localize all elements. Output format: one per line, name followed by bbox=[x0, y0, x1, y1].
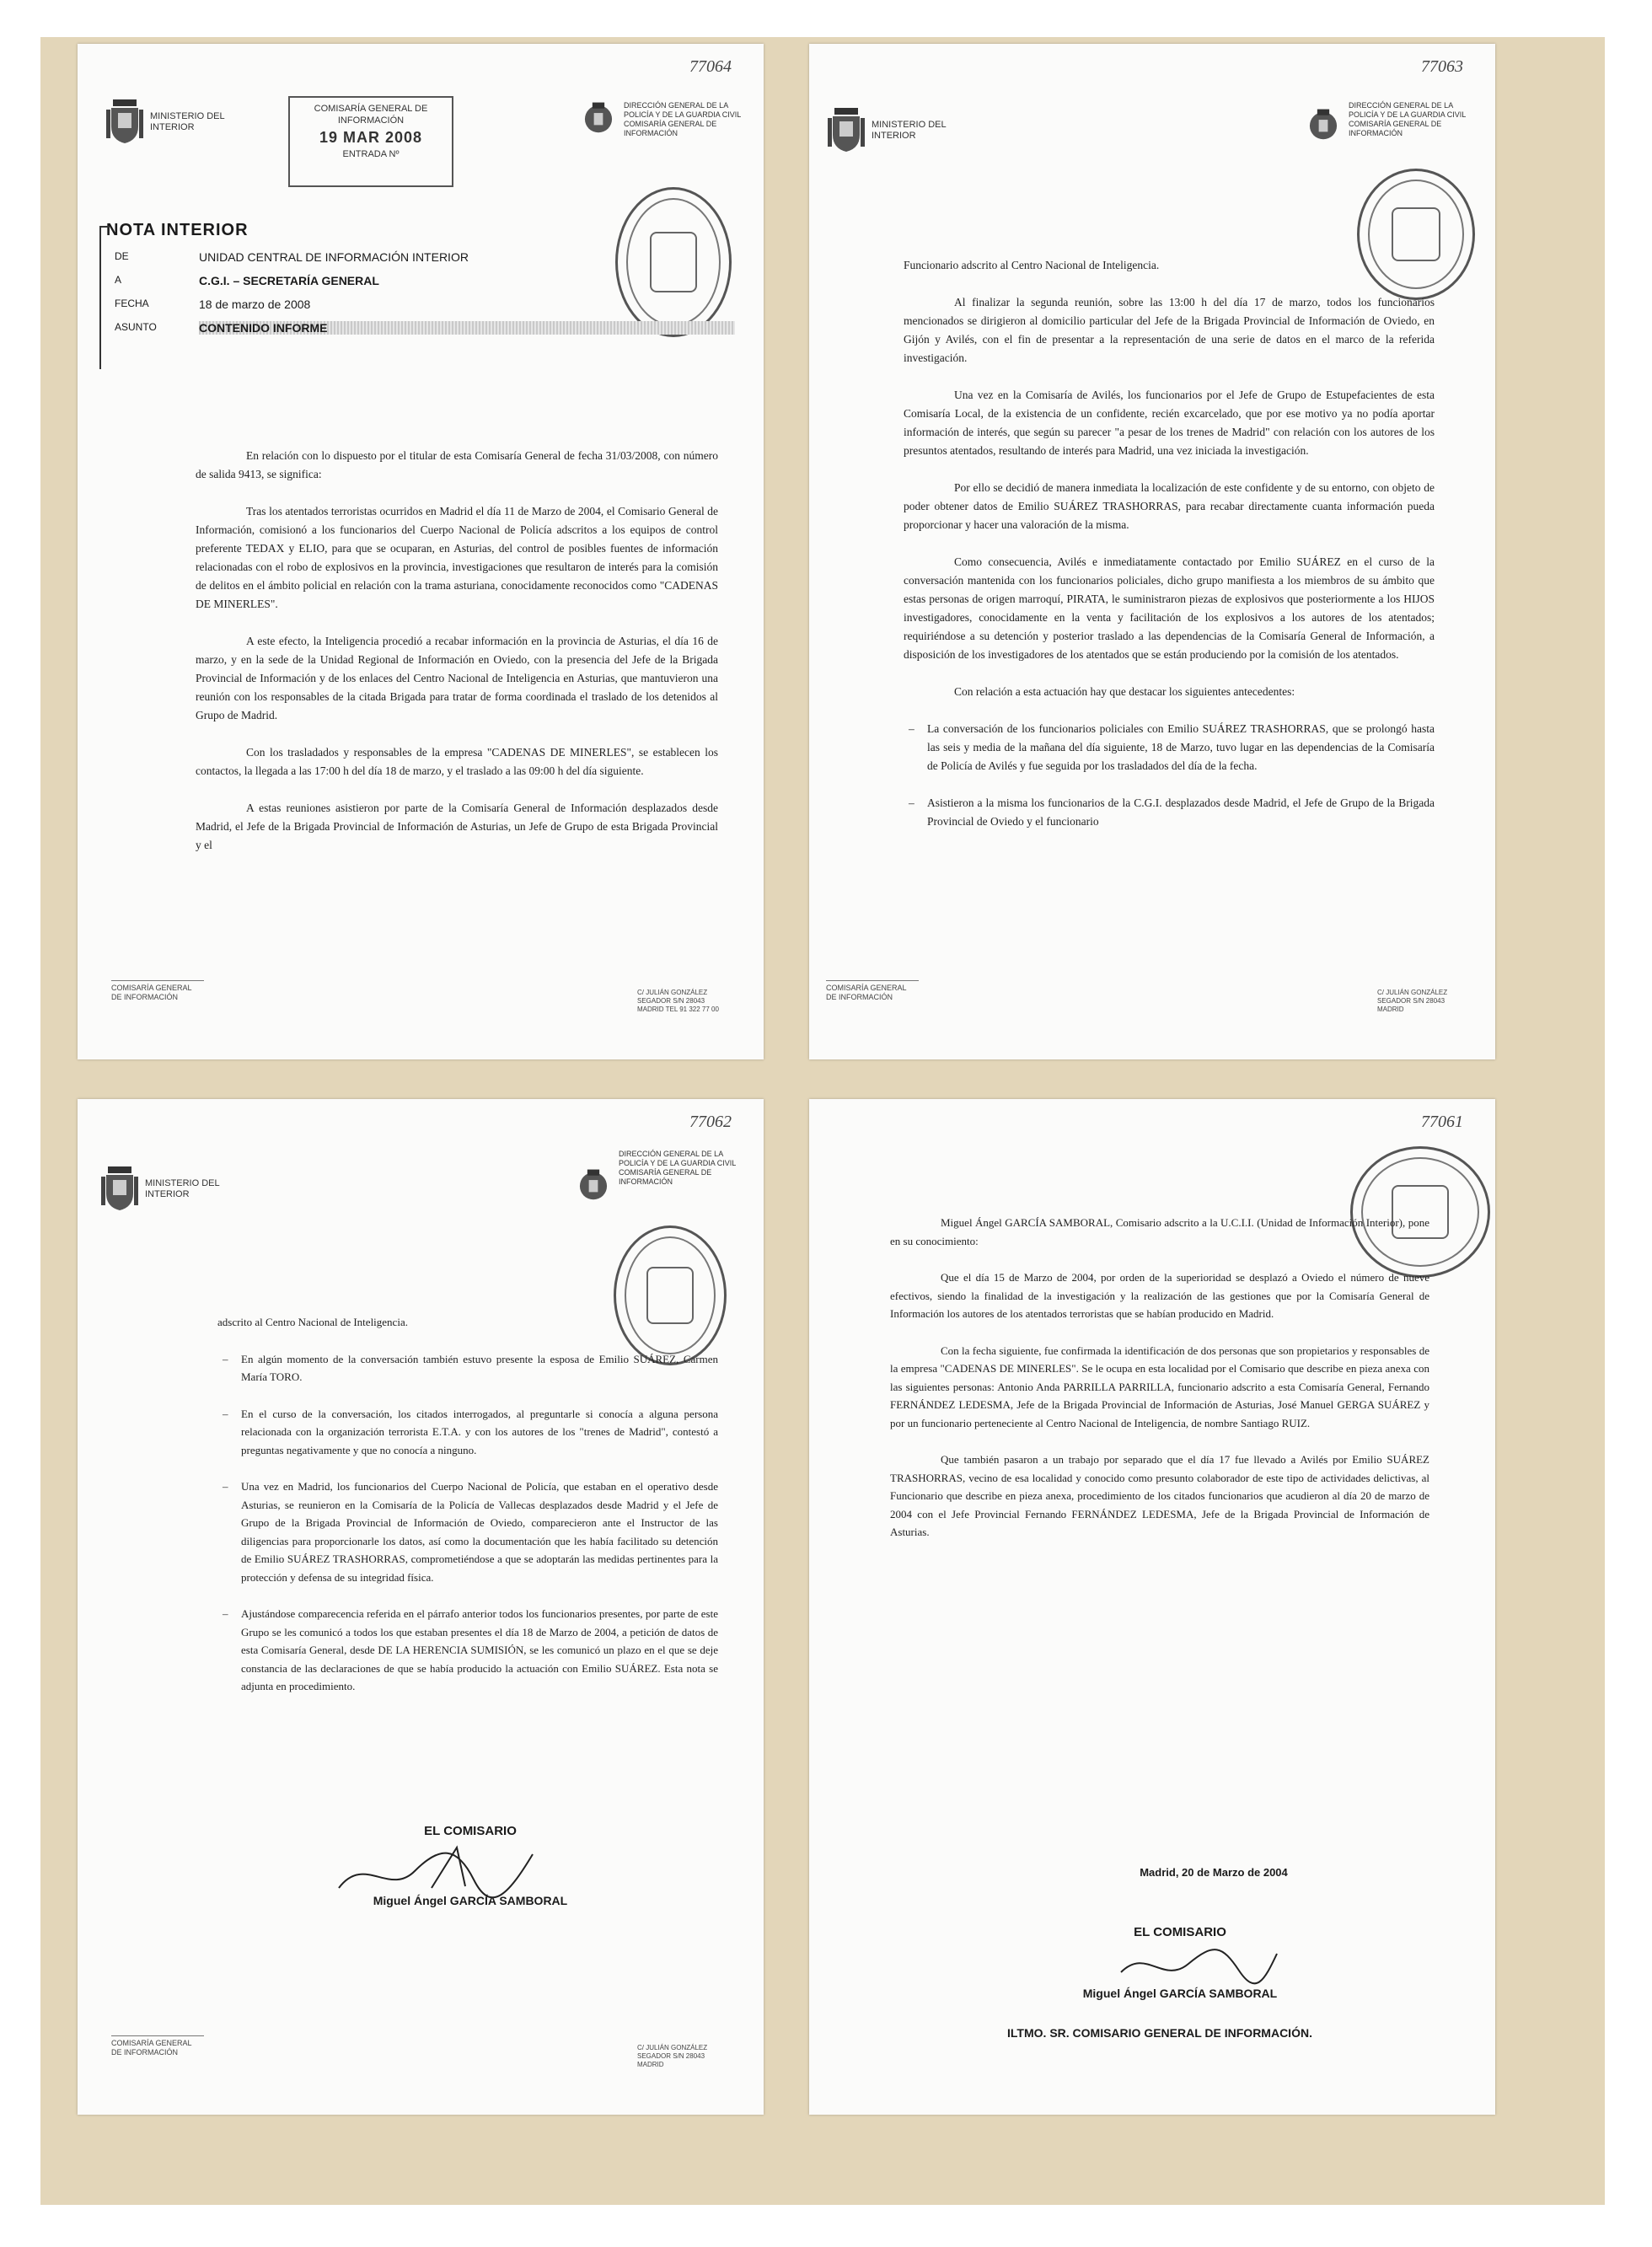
bullet-item: – Una vez en Madrid, los funcionarios del Cuerpo Nacional de Policía, que estaban en el operativo desde Asturias, se reunieron en la Comisaría de la Policía de Vallecas desplazados desde Madrid y el Jefe de Grupo de la Brigada Provincial de Información de Oviedo, comparecieron ante el Instructor de las diligencias para proporcionarle los datos, así como la documentación que les había facilitado su detención de Emilio SUÁREZ TRASHORRAS, comprometiéndose a que se adoptarán las medidas pertinentes para la protección y defensa de su integridad física. bbox=[217, 1477, 718, 1586]
ministry-label: MINISTERIO DEL INTERIOR bbox=[872, 120, 947, 141]
signature-title: EL COMISARIO bbox=[1134, 1925, 1226, 1939]
paragraph: Miguel Ángel GARCÍA SAMBORAL, Comisario adscrito a la U.C.I.I. (Unidad de Información Interior), pone en su conocimiento: bbox=[890, 1216, 1429, 1247]
footer-left: COMISARÍA GENERAL DE INFORMACIÓN bbox=[111, 2035, 204, 2057]
signature-name: Miguel Ángel GARCÍA SAMBORAL bbox=[1082, 1987, 1278, 2000]
paragraph: Al finalizar la segunda reunión, sobre las 13:00 h del día 17 de marzo, todos los funcionarios mencionados se dirigieron al domicilio particular del Jefe de la Brigada Provincial de Información de Oviedo, en Gijón y Avilés, con el fin de presentar a la representación de una serie de datos en el marco de la referida investigación. bbox=[904, 296, 1435, 364]
police-emblem-icon bbox=[582, 99, 615, 142]
paragraph: A estas reuniones asistieron por parte de la Comisaría General de Información desplazados desde Madrid, el Jefe de la Brigada Provincial de Información de Asturias, un Jefe de Grupo de esta Brigada Provincial y el bbox=[196, 802, 718, 851]
bullet-item: – Ajustándose comparecencia referida en el párrafo anterior todos los funcionarios presentes, por parte de este Grupo se les comunicó a todos los que estaban presentes el día 18 de Marzo de 2004, a petición de datos de esta Comisaría General, desde DE LA HERENCIA SUMISIÓN, se les comunicó un plazo en el que se deje constancia de las declaraciones de que se había producido la actuación con Emilio SUÁREZ. Esta nota se adjunta en procedimiento. bbox=[217, 1605, 718, 1696]
bullet-item: – La conversación de los funcionarios policiales con Emilio SUÁREZ TRASHORRAS, que se prolongó hasta las seis y media de la mañana del día siguiente, 18 de Marzo, tuvo lugar en las dependencias de la Comisaría de Policía de Avilés y fue seguida por los trasladados del día de la fecha. bbox=[904, 720, 1435, 775]
division-label: DIRECCIÓN GENERAL DE LA POLICÍA Y DE LA GUARDIA CIVIL COMISARÍA GENERAL DE INFORMACIÓN bbox=[619, 1150, 736, 1186]
footer-left: COMISARÍA GENERAL DE INFORMACIÓN bbox=[111, 980, 204, 1002]
page-reference-number: 77062 bbox=[689, 1113, 732, 1131]
paragraph: adscrito al Centro Nacional de Inteligencia. bbox=[217, 1316, 408, 1328]
ministry-label: MINISTERIO DEL INTERIOR bbox=[145, 1178, 220, 1199]
footer-left: COMISARÍA GENERAL DE INFORMACIÓN bbox=[826, 980, 919, 1002]
spain-coat-of-arms-icon bbox=[101, 1165, 138, 1212]
paragraph: Una vez en la Comisaría de Avilés, los funcionarios por el Jefe de Grupo de Estupefacientes de esta Comisaría Local, de la existencia de un confidente, recién excarcelado, que por ese motivo ya no podía aportar información de interés, que según su parecer "a pesar de los trenes de Madrid" con relación con los autores de los presuntos atentados, resultando de interés para Madrid, una vez iniciada la investigación. bbox=[904, 389, 1435, 457]
signature-recipient: ILTMO. SR. COMISARIO GENERAL DE INFORMACIÓN. bbox=[1007, 2026, 1312, 2040]
handwritten-signature bbox=[330, 1837, 550, 1901]
signature-title: EL COMISARIO bbox=[424, 1824, 517, 1838]
registry-stamp-line1: COMISARÍA GENERAL DE bbox=[314, 104, 428, 114]
division-label: DIRECCIÓN GENERAL DE LA POLICÍA Y DE LA GUARDIA CIVIL COMISARÍA GENERAL DE INFORMACIÓN bbox=[624, 101, 741, 137]
paragraph: A este efecto, la Inteligencia procedió a recabar información en la provincia de Asturias, el día 16 de marzo, y en la sede de la Unidad Regional de Información en Oviedo, con la presencia del Jefe de la Brigada Provincial de Información y de los enlaces del Centro Nacional de Inteligencia en Asturias, que mantuvieron una reunión con los responsables de la citada Brigada para tratar de forma coordinada el traslado de los detenidos al Grupo de Madrid. bbox=[196, 635, 718, 721]
memo-row-subject: ASUNTO CONTENIDO INFORME bbox=[115, 321, 735, 335]
page-3-body bbox=[217, 1313, 718, 1714]
registry-stamp-line3: ENTRADA Nº bbox=[342, 149, 400, 159]
footer-right: C/ JULIÁN GONZÁLEZ SEGADOR S/N 28043 MADRID bbox=[1377, 989, 1448, 1013]
registry-stamp-line2: INFORMACIÓN bbox=[337, 115, 405, 126]
spain-coat-of-arms-icon bbox=[828, 106, 865, 153]
police-emblem-icon bbox=[1306, 106, 1340, 148]
paragraph: Con relación a esta actuación hay que destacar los siguientes antecedentes: bbox=[954, 685, 1295, 698]
page-4-body bbox=[890, 1214, 1429, 1560]
document-page-1 bbox=[78, 44, 764, 1059]
paragraph: Con la fecha siguiente, fue confirmada la identificación de dos personas que son propietarios y responsables de la empresa "CADENAS DE MINERLES". Se le ocupa en esta localidad por el Comisario que describe en pieza anexa con las siguientes personas: Antonio Anda PARRILLA PARRILLA, funcionario adscrito a esta Comisaría General, Fernando FERNÁNDEZ LEDESMA, Jefe de la Brigada Provincial de Información de Asturias, José Manuel GERGA SUÁREZ y por un funcionario perteneciente al Centro Nacional de Inteligencia, de nombre Santiago RUIZ. bbox=[890, 1343, 1429, 1429]
memo-row-date: FECHA 18 de marzo de 2008 bbox=[115, 298, 311, 311]
bullet-item: – En algún momento de la conversación también estuvo presente la esposa de Emilio SUÁREZ, Carmen María TORO. bbox=[217, 1350, 718, 1386]
spain-coat-of-arms-icon bbox=[106, 98, 143, 145]
paragraph: Por ello se decidió de manera inmediata la localización de este confidente y de su entorno, con objeto de poder obtener datos de Emilio SUÁREZ TRASHORRAS, para recabar directamente cuanta información pueda proporcionar y hacer una valoración de la misma. bbox=[904, 481, 1435, 531]
paragraph: Que el día 15 de Marzo de 2004, por orden de la superioridad se desplazó a Oviedo el número de nueve efectivos, siendo la finalidad de la investigación y la realización de las gestiones que por la Comisaría General de Información los autores de los atentados terroristas que se habían producido en Madrid. bbox=[890, 1271, 1429, 1320]
handwritten-signature bbox=[1113, 1939, 1281, 1989]
paragraph: Tras los atentados terroristas ocurridos en Madrid el día 11 de Marzo de 2004, el Comisario General de Información, comisionó a los funcionarios del Cuerpo Nacional de Policía adscritos a los equipos de control preferente TEDAX y ELIO, para que se ocuparan, en Asturias, del control de posibles fuentes de información relacionadas con el robo de explosivos en la provincia, investigaciones que resultaron de interés para la comisión de delitos en el ámbito policial en relación con la trama asturiana, conocidamente reconocidos como "CADENAS DE MINERLES". bbox=[196, 505, 718, 610]
paragraph: En relación con lo dispuesto por el titular de esta Comisaría General de fecha 31/03/2008, con número de salida 9413, se significa: bbox=[196, 449, 718, 480]
document-page-2 bbox=[809, 44, 1495, 1059]
police-emblem-icon bbox=[577, 1166, 610, 1209]
date-line: Madrid, 20 de Marzo de 2004 bbox=[1140, 1866, 1288, 1879]
bullet-item: – En el curso de la conversación, los citados interrogados, al preguntarle si conocía a alguna persona relacionada con la organización terrorista E.T.A. y con los autores de los "trenes de Madrid", contestó a preguntas negativamente y que no conocía a ninguno. bbox=[217, 1405, 718, 1460]
paragraph: Que también pasaron a un trabajo por separado que el día 17 fue llevado a Avilés por Emilio SUÁREZ TRASHORRAS, vecino de esa localidad y conocido como presunto colaborador de este tipo de actividades delictivas, al Funcionario que describe en pieza anexa, procedimiento de los citados funcionarios que acudieron al día 20 de marzo de 2004 con el Jefe Provincial Fernando FERNÁNDEZ LEDESMA, Jefe de la Brigada Provincial de Información de Asturias. bbox=[890, 1453, 1429, 1538]
page-reference-number: 77061 bbox=[1421, 1113, 1463, 1131]
paragraph: Funcionario adscrito al Centro Nacional de Inteligencia. bbox=[904, 259, 1160, 271]
ministry-label: MINISTERIO DEL INTERIOR bbox=[150, 111, 225, 132]
bullet-item: – Asistieron a la misma los funcionarios de la C.G.I. desplazados desde Madrid, el Jefe de Grupo de la Brigada Provincial de Oviedo y el funcionario bbox=[904, 794, 1435, 831]
registry-stamp bbox=[288, 96, 453, 187]
memo-title: NOTA INTERIOR bbox=[106, 221, 249, 239]
division-label: DIRECCIÓN GENERAL DE LA POLICÍA Y DE LA GUARDIA CIVIL COMISARÍA GENERAL DE INFORMACIÓN bbox=[1349, 101, 1466, 137]
document-page-4 bbox=[809, 1099, 1495, 2115]
footer-right: C/ JULIÁN GONZÁLEZ SEGADOR S/N 28043 MADRID TEL 91 322 77 00 bbox=[637, 989, 719, 1013]
page-1-body bbox=[196, 447, 718, 873]
memo-row-from: DE UNIDAD CENTRAL DE INFORMACIÓN INTERIOR bbox=[115, 250, 469, 264]
memo-row-to: A C.G.I. – SECRETARÍA GENERAL bbox=[115, 274, 379, 287]
paragraph: Como consecuencia, Avilés e inmediatamente contactado por Emilio SUÁREZ en el curso de la conversación mantenida con los funcionarios policiales, dicho grupo manifiesta a los miembros de su ámbito que estas personas de origen marroquí, PIRATA, le suministraron piezas de explosivos que posteriormente a los HIJOS investigadores, conocidamente en la venta y facilitación de los explosivos a los autores de los atentados; requiriéndose a su detención y posterior traslado a las dependencias de la Comisaría General de Información, a disposición de los investigadores de los atentados que se están produciendo por la comisión de los atentados. bbox=[904, 555, 1435, 661]
registry-stamp-date: 19 MAR 2008 bbox=[319, 129, 423, 146]
page-reference-number: 77064 bbox=[689, 57, 732, 76]
memo-header bbox=[94, 221, 735, 335]
page-2-body bbox=[904, 256, 1435, 850]
document-page-3 bbox=[78, 1099, 764, 2115]
signature-name: Miguel Ángel GARCÍA SAMBORAL bbox=[373, 1894, 568, 1907]
footer-right: C/ JULIÁN GONZÁLEZ SEGADOR S/N 28043 MADRID bbox=[637, 2044, 708, 2068]
page-reference-number: 77063 bbox=[1421, 57, 1463, 76]
paragraph: Con los trasladados y responsables de la empresa "CADENAS DE MINERLES", se establecen los contactos, la llegada a las 17:00 h del día 18 de marzo, y el traslado a las 09:00 h del día siguiente. bbox=[196, 746, 718, 777]
